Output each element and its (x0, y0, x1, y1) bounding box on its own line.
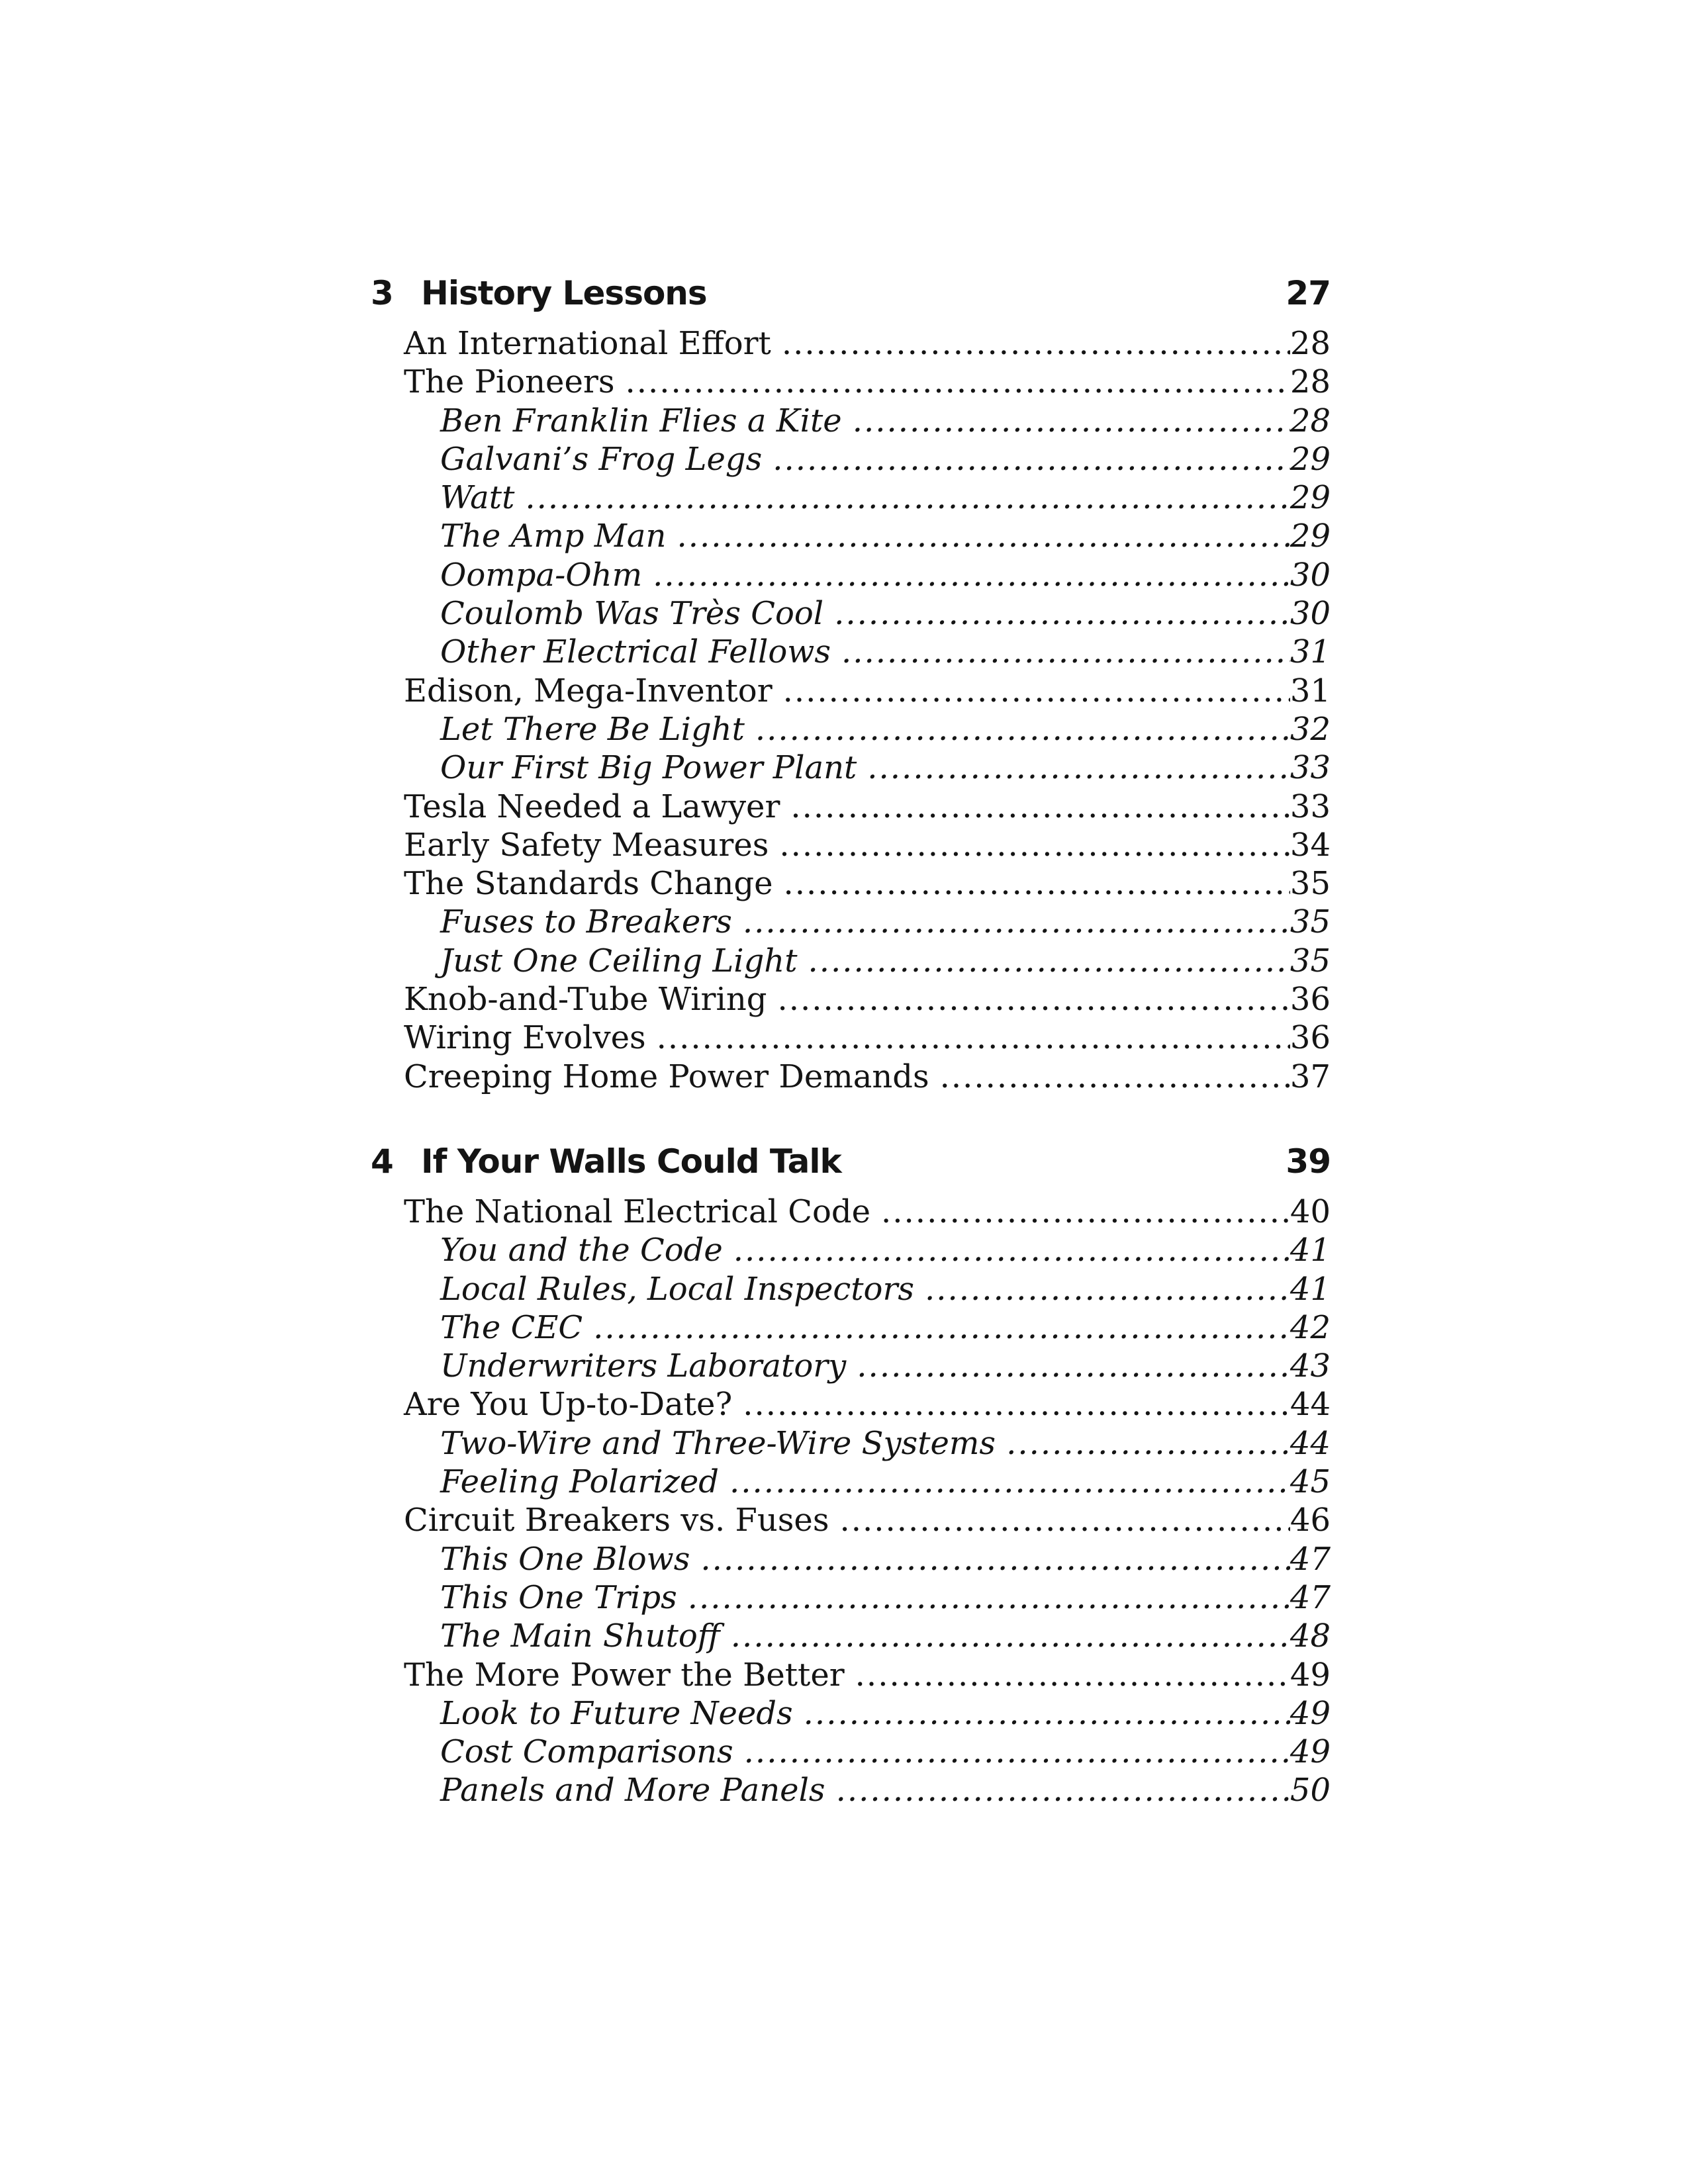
entry-title: Galvani’s Frog Legs (440, 440, 763, 478)
dot-leader (733, 1231, 1290, 1269)
dot-leader (593, 1308, 1290, 1347)
entry-title: The Pioneers (404, 363, 615, 401)
toc-entry[interactable] (371, 1501, 1331, 1539)
entry-title: Other Electrical Fellows (440, 633, 831, 671)
toc-subentry[interactable] (371, 440, 1331, 478)
dot-leader (729, 1463, 1290, 1501)
entry-page-number: 47 (1289, 1540, 1331, 1578)
dot-leader (867, 749, 1290, 787)
toc-subentry[interactable] (371, 1694, 1331, 1733)
entry-page-number: 31 (1289, 633, 1331, 671)
toc-entry[interactable] (371, 980, 1331, 1019)
dot-leader (1006, 1424, 1290, 1463)
entry-page-number: 35 (1289, 903, 1331, 941)
chapter-page-number: 39 (1286, 1142, 1331, 1181)
entry-title: Are You Up-to-Date? (404, 1386, 733, 1424)
entry-page-number: 41 (1289, 1270, 1331, 1308)
toc-subentry[interactable] (371, 402, 1331, 440)
entry-page-number: 40 (1289, 1193, 1331, 1230)
entry-page-number: 31 (1289, 672, 1331, 709)
toc-subentry[interactable] (371, 1578, 1331, 1617)
entry-page-number: 48 (1289, 1617, 1331, 1655)
entry-title: Panels and More Panels (440, 1772, 825, 1809)
dot-leader (743, 903, 1290, 941)
entry-title: The More Power the Better (404, 1656, 845, 1694)
toc-subentry[interactable] (371, 1540, 1331, 1578)
entry-page-number: 45 (1289, 1463, 1331, 1501)
entry-title: Wiring Evolves (404, 1019, 646, 1057)
entry-page-number: 34 (1289, 826, 1331, 864)
toc-subentry[interactable] (371, 1733, 1331, 1771)
dot-leader (755, 710, 1290, 749)
dot-leader (782, 324, 1290, 363)
entry-title: The Main Shutoff (440, 1617, 720, 1655)
entry-title: Edison, Mega-Inventor (404, 672, 773, 709)
dot-leader (744, 1733, 1290, 1771)
entry-page-number: 36 (1289, 1019, 1331, 1057)
toc-subentry[interactable] (371, 710, 1331, 749)
dot-leader (657, 1019, 1290, 1057)
toc-chapter (371, 265, 1331, 1096)
dot-leader (784, 864, 1290, 903)
toc-subentry[interactable] (371, 1771, 1331, 1809)
entry-page-number: 49 (1289, 1733, 1331, 1771)
entry-page-number: 35 (1289, 942, 1331, 979)
entry-page-number: 43 (1289, 1347, 1331, 1385)
entry-title: Our First Big Power Plant (440, 749, 857, 787)
entry-title: Just One Ceiling Light (440, 942, 798, 979)
toc-subentry[interactable] (371, 903, 1331, 941)
entry-title: Local Rules, Local Inspectors (440, 1270, 915, 1308)
dot-leader (853, 402, 1290, 440)
dot-leader (804, 1694, 1290, 1733)
entry-page-number: 47 (1289, 1578, 1331, 1616)
dot-leader (834, 594, 1290, 633)
dot-leader (773, 440, 1290, 478)
toc-entry[interactable] (371, 1385, 1331, 1424)
toc-entry[interactable] (371, 672, 1331, 710)
dot-leader (700, 1540, 1290, 1578)
entry-title: The Amp Man (440, 518, 667, 555)
dot-leader (940, 1058, 1290, 1096)
toc-subentry[interactable] (371, 1463, 1331, 1501)
entry-page-number: 44 (1289, 1424, 1331, 1462)
entry-title: Underwriters Laboratory (440, 1347, 847, 1385)
toc-subentry[interactable] (371, 942, 1331, 980)
toc-subentry[interactable] (371, 594, 1331, 633)
toc-subentry[interactable] (371, 556, 1331, 594)
entry-title: Ben Franklin Flies a Kite (440, 402, 842, 439)
entry-title: Two-Wire and Three-Wire Systems (440, 1424, 996, 1462)
entry-page-number: 33 (1289, 788, 1331, 825)
entry-page-number: 28 (1289, 402, 1331, 439)
toc-entry[interactable] (371, 788, 1331, 826)
chapter-heading[interactable] (371, 265, 1331, 322)
entry-title: Early Safety Measures (404, 826, 769, 864)
toc-subentry[interactable] (371, 1617, 1331, 1655)
dot-leader (839, 1501, 1289, 1539)
dot-leader (841, 633, 1290, 671)
entry-title: Let There Be Light (440, 710, 745, 748)
dot-leader (881, 1193, 1290, 1231)
entry-page-number: 44 (1289, 1386, 1331, 1424)
toc-entry[interactable] (371, 1193, 1331, 1231)
entry-page-number: 32 (1289, 710, 1331, 748)
toc-subentry[interactable] (371, 1231, 1331, 1269)
entry-title: The CEC (440, 1308, 583, 1346)
chapter-heading[interactable] (371, 1133, 1331, 1190)
entry-title: Feeling Polarized (440, 1463, 720, 1501)
dot-leader (857, 1347, 1290, 1385)
dot-leader (808, 942, 1290, 980)
dot-leader (677, 517, 1289, 555)
toc-entry[interactable] (371, 363, 1331, 401)
entry-title: You and the Code (440, 1232, 723, 1269)
dot-leader (743, 1385, 1290, 1424)
table-of-contents (371, 265, 1331, 1847)
toc-subentry[interactable] (371, 478, 1331, 517)
toc-subentry[interactable] (371, 1424, 1331, 1463)
entry-title: Watt (440, 479, 515, 517)
dot-leader (790, 788, 1290, 826)
toc-entry[interactable] (371, 864, 1331, 903)
dot-leader (525, 478, 1290, 517)
toc-subentry[interactable] (371, 749, 1331, 787)
dot-leader (925, 1270, 1290, 1308)
entry-page-number: 29 (1289, 479, 1331, 517)
entry-title: The Standards Change (404, 865, 773, 903)
entry-page-number: 42 (1289, 1308, 1331, 1346)
toc-subentry[interactable] (371, 1347, 1331, 1385)
dot-leader (625, 363, 1289, 401)
dot-leader (836, 1771, 1290, 1809)
toc-entry[interactable] (371, 826, 1331, 864)
toc-subentry[interactable] (371, 633, 1331, 671)
entry-title: This One Trips (440, 1578, 677, 1616)
entry-page-number: 29 (1289, 518, 1331, 555)
entry-page-number: 28 (1289, 325, 1331, 362)
toc-entry[interactable] (371, 1058, 1331, 1096)
toc-subentry[interactable] (371, 1308, 1331, 1347)
chapter-title: If Your Walls Could Talk (421, 1142, 841, 1181)
entry-title: Fuses to Breakers (440, 903, 732, 941)
dot-leader (731, 1617, 1290, 1655)
entry-page-number: 49 (1289, 1694, 1331, 1732)
entry-page-number: 30 (1289, 595, 1331, 633)
dot-leader (688, 1578, 1290, 1617)
chapter-title: History Lessons (421, 274, 707, 312)
entry-title: An International Effort (404, 325, 771, 362)
toc-entry[interactable] (371, 1656, 1331, 1694)
entry-title: The National Electrical Code (404, 1193, 871, 1230)
entry-page-number: 50 (1289, 1772, 1331, 1809)
toc-subentry[interactable] (371, 517, 1331, 555)
entry-page-number: 36 (1289, 981, 1331, 1019)
entry-title: Circuit Breakers vs. Fuses (404, 1502, 829, 1539)
entry-title: Oompa-Ohm (440, 556, 643, 594)
toc-entry[interactable] (371, 324, 1331, 363)
chapter-number: 3 (371, 274, 393, 312)
entry-page-number: 35 (1289, 865, 1331, 903)
toc-chapter (371, 1133, 1331, 1810)
entry-page-number: 30 (1289, 556, 1331, 594)
chapter-number: 4 (371, 1142, 393, 1181)
entry-page-number: 28 (1289, 363, 1331, 401)
dot-leader (777, 980, 1289, 1019)
dot-leader (653, 556, 1290, 594)
entry-title: Look to Future Needs (440, 1694, 793, 1732)
dot-leader (783, 672, 1290, 710)
toc-entry[interactable] (371, 1019, 1331, 1057)
toc-subentry[interactable] (371, 1270, 1331, 1308)
dot-leader (855, 1656, 1290, 1694)
entry-page-number: 46 (1289, 1502, 1331, 1539)
entry-title: This One Blows (440, 1540, 690, 1578)
entry-page-number: 49 (1289, 1656, 1331, 1694)
entry-page-number: 37 (1289, 1058, 1331, 1095)
entry-page-number: 33 (1289, 749, 1331, 787)
entry-page-number: 41 (1289, 1232, 1331, 1269)
entry-title: Coulomb Was Très Cool (440, 595, 824, 633)
entry-title: Tesla Needed a Lawyer (404, 788, 780, 825)
entry-page-number: 29 (1289, 440, 1331, 478)
dot-leader (779, 826, 1290, 864)
entry-title: Knob-and-Tube Wiring (404, 981, 767, 1019)
entry-title: Cost Comparisons (440, 1733, 733, 1771)
entry-title: Creeping Home Power Demands (404, 1058, 929, 1095)
chapter-page-number: 27 (1286, 274, 1331, 312)
